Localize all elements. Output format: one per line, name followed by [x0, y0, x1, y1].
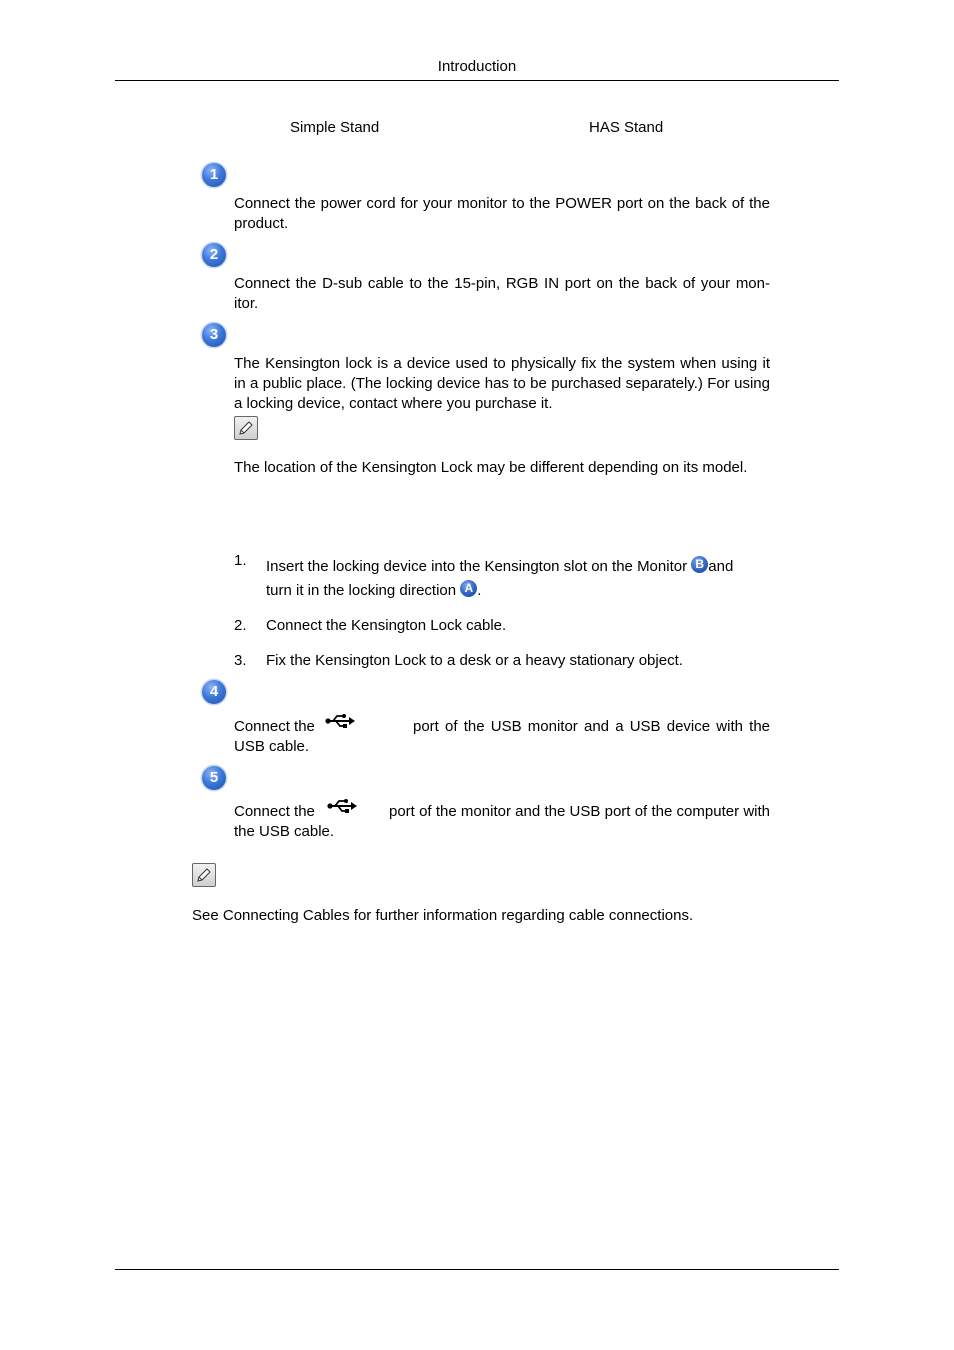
- list-item-2-number: 2.: [234, 617, 247, 634]
- list-item-1-part2: and: [708, 558, 734, 575]
- step-2-text: Connect the D-sub cable to the 15-pin, RGB IN port on the back of your mon-itor.: [234, 275, 770, 312]
- page-header-title: Introduction: [437, 58, 517, 75]
- step-5-icon: 5: [202, 766, 226, 790]
- list-item-1-part4: .: [477, 582, 482, 599]
- step-5-text: port of the monitor and the USB port of the computer with the USB cable.: [234, 803, 770, 840]
- list-item-2-text: Connect the Kensington Lock cable.: [266, 617, 507, 634]
- step-1-icon: 1: [202, 163, 226, 187]
- step-1-text: Connect the power cord for your monitor to the POWER port on the back of the product.: [234, 195, 770, 232]
- step-5-pre: Connect the: [234, 803, 315, 820]
- step-4-pre: Connect the: [234, 718, 315, 735]
- list-item-1-text: [266, 555, 770, 603]
- locking-direction-a-icon: A: [460, 580, 477, 597]
- step-2-icon: 2: [202, 243, 226, 267]
- footer-note-text: See Connecting Cables for further information regarding cable connections.: [192, 907, 694, 924]
- step-3-text: The Kensington lock is a device used to physically fix the system when using it in a public place. (The locking device has to be purchased separately.) For using a locking device, contact where you purchase it.: [234, 355, 770, 412]
- list-item-3-text: Fix the Kensington Lock to a desk or a heavy stationary object.: [266, 652, 683, 669]
- step-3-icon: 3: [202, 323, 226, 347]
- list-item-1-part3: turn it in the locking direction: [266, 582, 457, 599]
- header-rule: [115, 80, 839, 81]
- monitor-slot-b-icon: B: [691, 556, 708, 573]
- note-pencil-icon: [192, 863, 216, 887]
- kensington-note-text: The location of the Kensington Lock may be different depending on its model.: [234, 459, 748, 476]
- list-item-1-number: 1.: [234, 552, 247, 569]
- list-item-3-number: 3.: [234, 652, 247, 669]
- step-4-text: port of the USB monitor and a USB device with the USB cable.: [234, 718, 770, 755]
- step-4-icon: 4: [202, 680, 226, 704]
- footer-rule: [115, 1269, 839, 1270]
- note-pencil-icon: [234, 416, 258, 440]
- has-stand-label: HAS Stand: [589, 119, 664, 136]
- list-item-1-part1: Insert the locking device into the Kensington slot on the Monitor: [266, 558, 688, 575]
- simple-stand-label: Simple Stand: [290, 119, 380, 136]
